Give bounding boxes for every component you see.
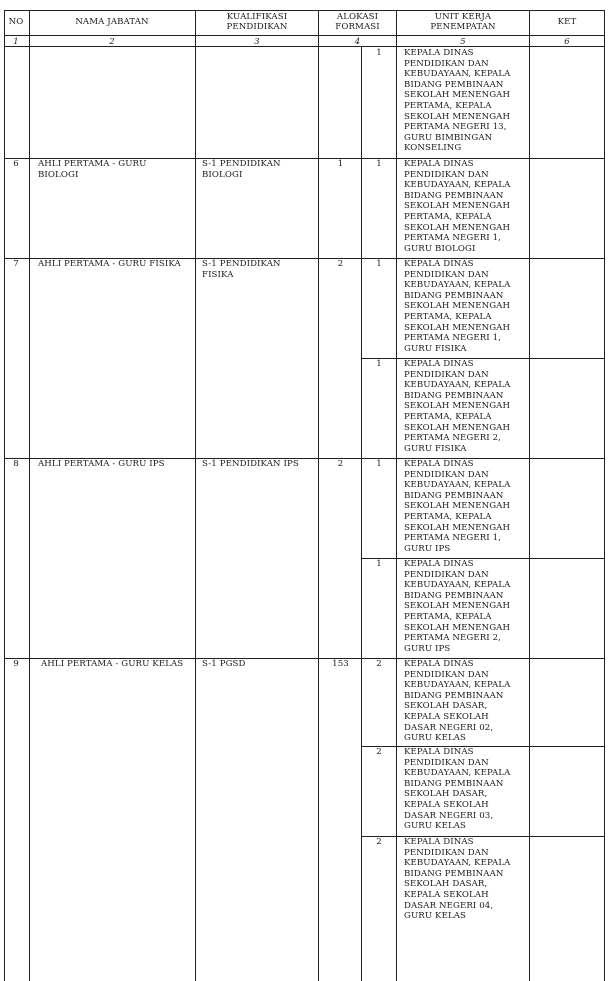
unit-qty: 1 (376, 48, 382, 58)
column-line (195, 10, 196, 981)
row-no: 7 (13, 259, 19, 269)
unit-placement: KEPALA DINAS PENDIDIKAN DAN KEBUDAYAAN, KEPALA BIDANG PEMBINAAN SEKOLAH DASAR, KEPALA SEKOLAH DASAR NEGERI 04, GURU KELAS (404, 837, 511, 922)
row-divider (4, 258, 605, 259)
header-alokasi: ALOKASI FORMASI (335, 12, 380, 33)
unit-placement: KEPALA DINAS PENDIDIKAN DAN KEBUDAYAAN, KEPALA BIDANG PEMBINAAN SEKOLAH DASAR, KEPALA SEKOLAH DASAR NEGERI 02, GURU KELAS (404, 659, 511, 744)
index-row-divider (4, 46, 605, 47)
header-unit-kerja: UNIT KERJA PENEMPATAN (430, 12, 496, 33)
unit-qty: 1 (376, 159, 382, 169)
row-alokasi: 2 (337, 259, 344, 269)
column-line (361, 46, 362, 981)
header-ket: KET (557, 17, 577, 27)
unit-placement: KEPALA DINAS PENDIDIKAN DAN KEBUDAYAAN, KEPALA BIDANG PEMBINAAN SEKOLAH MENENGAH PERTAMA, KEPALA SEKOLAH MENENGAH PERTAMA NEGERI 1, GURU IPS (404, 459, 511, 554)
unit-placement: KEPALA DINAS PENDIDIKAN DAN KEBUDAYAAN, KEPALA BIDANG PEMBINAAN SEKOLAH MENENGAH PERTAMA, KEPALA SEKOLAH MENENGAH PERTAMA NEGERI 1, GURU BIOLOGI (404, 159, 511, 254)
row-kualifikasi: S-1 PGSD (202, 659, 246, 669)
unit-divider (361, 746, 605, 747)
index-cell-1: 1 (13, 36, 19, 46)
unit-placement: KEPALA DINAS PENDIDIKAN DAN KEBUDAYAAN, KEPALA BIDANG PEMBINAAN SEKOLAH MENENGAH PERTAMA, KEPALA SEKOLAH MENENGAH PERTAMA NEGERI 2, GURU FISIKA (404, 359, 511, 454)
index-cell-3: 3 (254, 36, 260, 46)
column-line (29, 10, 30, 981)
unit-divider (361, 358, 605, 359)
unit-placement: KEPALA DINAS PENDIDIKAN DAN KEBUDAYAAN, KEPALA BIDANG PEMBINAAN SEKOLAH MENENGAH PERTAMA, KEPALA SEKOLAH MENENGAH PERTAMA NEGERI 13, GURU BIMBINGAN KONSELING (404, 48, 511, 154)
row-kualifikasi: S-1 PENDIDIKAN BIOLOGI (202, 159, 281, 180)
row-no: 8 (13, 459, 19, 469)
row-no: 6 (13, 159, 19, 169)
row-alokasi: 1 (337, 159, 344, 169)
row-alokasi: 2 (337, 459, 344, 469)
unit-divider (361, 558, 605, 559)
column-line (4, 10, 5, 981)
row-divider (4, 158, 605, 159)
unit-qty: 2 (376, 837, 382, 847)
unit-qty: 1 (376, 359, 382, 369)
header-kualifikasi: KUALIFIKASI PENDIDIKAN (226, 12, 288, 33)
unit-qty: 1 (376, 559, 382, 569)
header-no: NO (8, 17, 24, 27)
row-no: 9 (13, 659, 19, 669)
index-cell-6: 6 (564, 36, 570, 46)
index-cell-4: 4 (354, 36, 361, 46)
row-jabatan: AHLI PERTAMA - GURU FISIKA (38, 259, 181, 269)
unit-placement: KEPALA DINAS PENDIDIKAN DAN KEBUDAYAAN, KEPALA BIDANG PEMBINAAN SEKOLAH MENENGAH PERTAMA, KEPALA SEKOLAH MENENGAH PERTAMA NEGERI 2, GURU IPS (404, 559, 511, 654)
unit-placement: KEPALA DINAS PENDIDIKAN DAN KEBUDAYAAN, KEPALA BIDANG PEMBINAAN SEKOLAH MENENGAH PERTAMA, KEPALA SEKOLAH MENENGAH PERTAMA NEGERI 1, GURU FISIKA (404, 259, 511, 354)
row-kualifikasi: S-1 PENDIDIKAN IPS (202, 459, 299, 469)
unit-qty: 2 (376, 659, 382, 669)
column-line (318, 10, 319, 981)
row-divider (4, 458, 605, 459)
unit-qty: 1 (376, 459, 382, 469)
index-cell-5: 5 (460, 36, 466, 46)
unit-qty: 1 (376, 259, 382, 269)
row-jabatan: AHLI PERTAMA - GURU IPS (38, 459, 165, 469)
index-cell-2: 2 (109, 36, 115, 46)
row-kualifikasi: S-1 PENDIDIKAN FISIKA (202, 259, 281, 280)
unit-qty: 2 (376, 747, 382, 757)
row-jabatan: AHLI PERTAMA - GURU BIOLOGI (38, 159, 147, 180)
row-divider (4, 658, 605, 659)
unit-placement: KEPALA DINAS PENDIDIKAN DAN KEBUDAYAAN, KEPALA BIDANG PEMBINAAN SEKOLAH DASAR, KEPALA SEKOLAH DASAR NEGERI 03, GURU KELAS (404, 747, 511, 832)
column-line (529, 10, 530, 981)
row-alokasi: 153 (332, 659, 349, 669)
unit-divider (361, 836, 605, 837)
header-divider (4, 35, 605, 36)
column-line (604, 10, 605, 981)
table-border-top (4, 10, 605, 11)
column-line (396, 10, 397, 981)
header-nama-jabatan: NAMA JABATAN (75, 17, 149, 27)
row-jabatan: AHLI PERTAMA - GURU KELAS (41, 659, 184, 669)
